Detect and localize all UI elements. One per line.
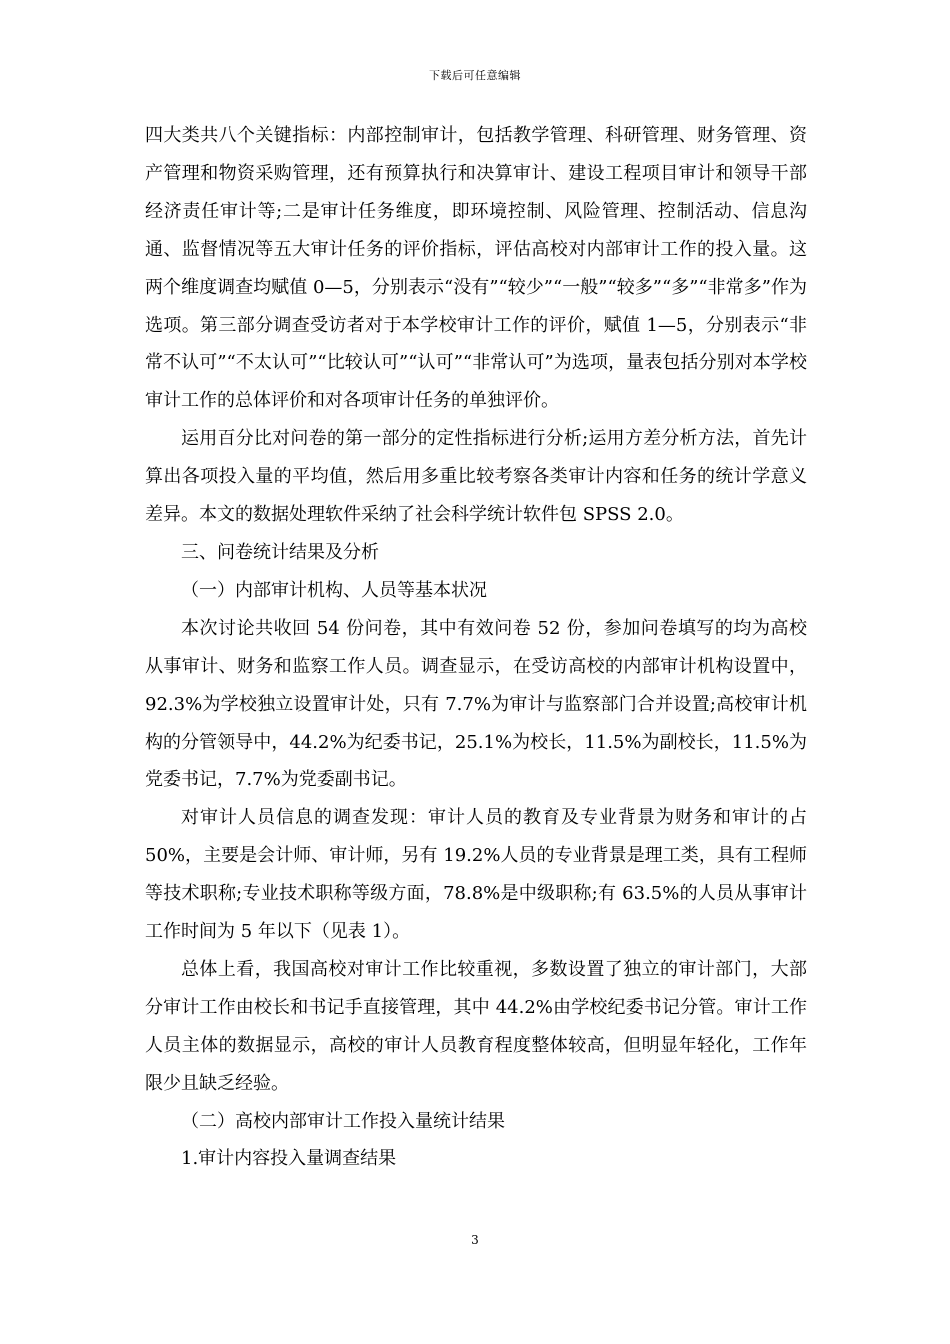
- paragraph-methods: 运用百分比对问卷的第一部分的定性指标进行分析;运用方差分析方法，首先计算出各项投入量的平均值，然后用多重比较考察各类审计内容和任务的统计学意义差异。本文的数据处理软件采纳了社会科学统计软件包 SPSS 2.0。: [145, 428, 807, 526]
- paragraph-survey-overview: 本次讨论共收回 54 份问卷，其中有效问卷 52 份，参加问卷填写的均为高校从事审计、财务和监察工作人员。调查显示，在受访高校的内部审计机构设置中，92.3%为学校独立设置审计处，只有 7.7%为审计与监察部门合并设置;高校审计机构的分管领导中，44.2%为纪委书记，25.1%为校长，11.5%为副校长，11.5%为党委书记，7.7%为党委副书记。: [145, 617, 807, 791]
- paragraph-auditor-info: 对审计人员信息的调查发现：审计人员的教育及专业背景为财务和审计的占 50%，主要是会计师、审计师，另有 19.2%人员的专业背景是理工类，具有工程师等技术职称;专业技术职称等级方面，78.8%是中级职称;有 63.5%的人员从事审计工作时间为 5 年以下（见表 1）。: [145, 807, 807, 943]
- document-body: [145, 117, 807, 1178]
- subsection-heading-basic-status: （一）内部审计机构、人员等基本状况: [181, 579, 487, 601]
- paragraph-summary: 总体上看，我国高校对审计工作比较重视，多数设置了独立的审计部门，大部分审计工作由校长和书记手直接管理，其中 44.2%由学校纪委书记分管。审计工作人员主体的数据显示，高校的审计人员教育程度整体较高，但明显年轻化，工作年限少且缺乏经验。: [145, 958, 807, 1094]
- page-header: 下载后可任意编辑: [429, 69, 521, 82]
- section-heading-results: 三、问卷统计结果及分析: [181, 541, 379, 563]
- subsection-heading-input-results: （二）高校内部审计工作投入量统计结果: [181, 1110, 505, 1132]
- item-heading-content-input: 1.审计内容投入量调查结果: [181, 1148, 397, 1170]
- page-number: 3: [471, 1233, 479, 1247]
- paragraph-indicators: 四大类共八个关键指标：内部控制审计，包括教学管理、科研管理、财务管理、资产管理和物资采购管理，还有预算执行和决算审计、建设工程项目审计和领导干部经济责任审计等;二是审计任务维度，即环境控制、风险管理、控制活动、信息沟通、监督情况等五大审计任务的评价指标，评估高校对内部审计工作的投入量。这两个维度调查均赋值 0—5，分别表示“没有”“较少”“一般”“较多”“多”“非常多”作为选项。第三部分调查受访者对于本学校审计工作的评价，赋值 1—5，分别表示“非常不认可”“不太认可”“比较认可”“认可”“非常认可”为选项，量表包括分别对本学校审计工作的总体评价和对各项审计任务的单独评价。: [145, 125, 807, 412]
